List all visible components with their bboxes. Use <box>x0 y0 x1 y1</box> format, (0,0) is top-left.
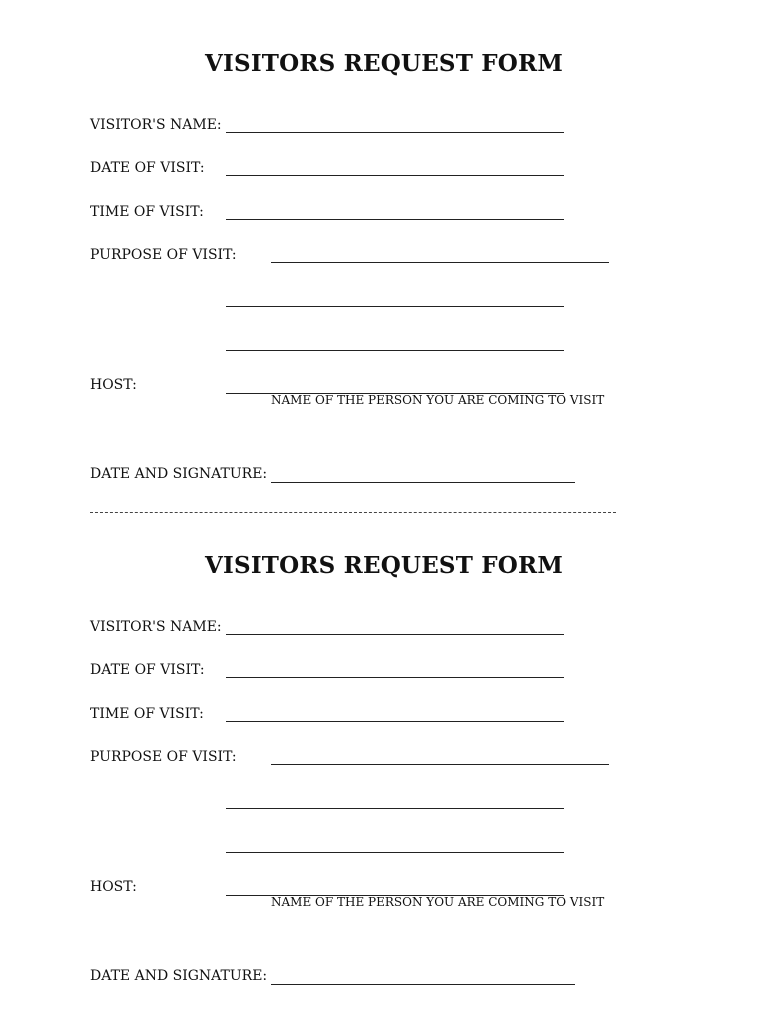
purpose-of-visit-field-3[interactable] <box>226 852 564 853</box>
purpose-of-visit-label: PURPOSE OF VISIT: <box>90 749 237 765</box>
form-title: VISITORS REQUEST FORM <box>205 50 563 77</box>
form-title: VISITORS REQUEST FORM <box>205 552 563 579</box>
host-label: HOST: <box>90 879 137 895</box>
time-of-visit-field[interactable] <box>226 219 564 220</box>
date-and-signature-field[interactable] <box>271 984 575 985</box>
date-and-signature-label: DATE AND SIGNATURE: <box>90 466 268 482</box>
visitor-name-label: VISITOR'S NAME: <box>90 619 222 635</box>
purpose-of-visit-field-3[interactable] <box>226 350 564 351</box>
date-and-signature-label: DATE AND SIGNATURE: <box>90 968 268 984</box>
date-of-visit-field[interactable] <box>226 677 564 678</box>
visitor-name-label: VISITOR'S NAME: <box>90 117 222 133</box>
time-of-visit-field[interactable] <box>226 721 564 722</box>
host-label: HOST: <box>90 377 137 393</box>
date-of-visit-label: DATE OF VISIT: <box>90 662 205 678</box>
purpose-of-visit-field-1[interactable] <box>271 764 609 765</box>
purpose-of-visit-field-2[interactable] <box>226 808 564 809</box>
host-hint: NAME OF THE PERSON YOU ARE COMING TO VISIT <box>271 895 605 909</box>
date-and-signature-field[interactable] <box>271 482 575 483</box>
time-of-visit-label: TIME OF VISIT: <box>90 204 204 220</box>
date-of-visit-label: DATE OF VISIT: <box>90 160 205 176</box>
purpose-of-visit-field-1[interactable] <box>271 262 609 263</box>
purpose-of-visit-field-2[interactable] <box>226 306 564 307</box>
time-of-visit-label: TIME OF VISIT: <box>90 706 204 722</box>
visitor-name-field[interactable] <box>226 634 564 635</box>
date-of-visit-field[interactable] <box>226 175 564 176</box>
visitor-name-field[interactable] <box>226 132 564 133</box>
purpose-of-visit-label: PURPOSE OF VISIT: <box>90 247 237 263</box>
host-hint: NAME OF THE PERSON YOU ARE COMING TO VISIT <box>271 393 605 407</box>
cut-line-separator <box>90 512 616 513</box>
